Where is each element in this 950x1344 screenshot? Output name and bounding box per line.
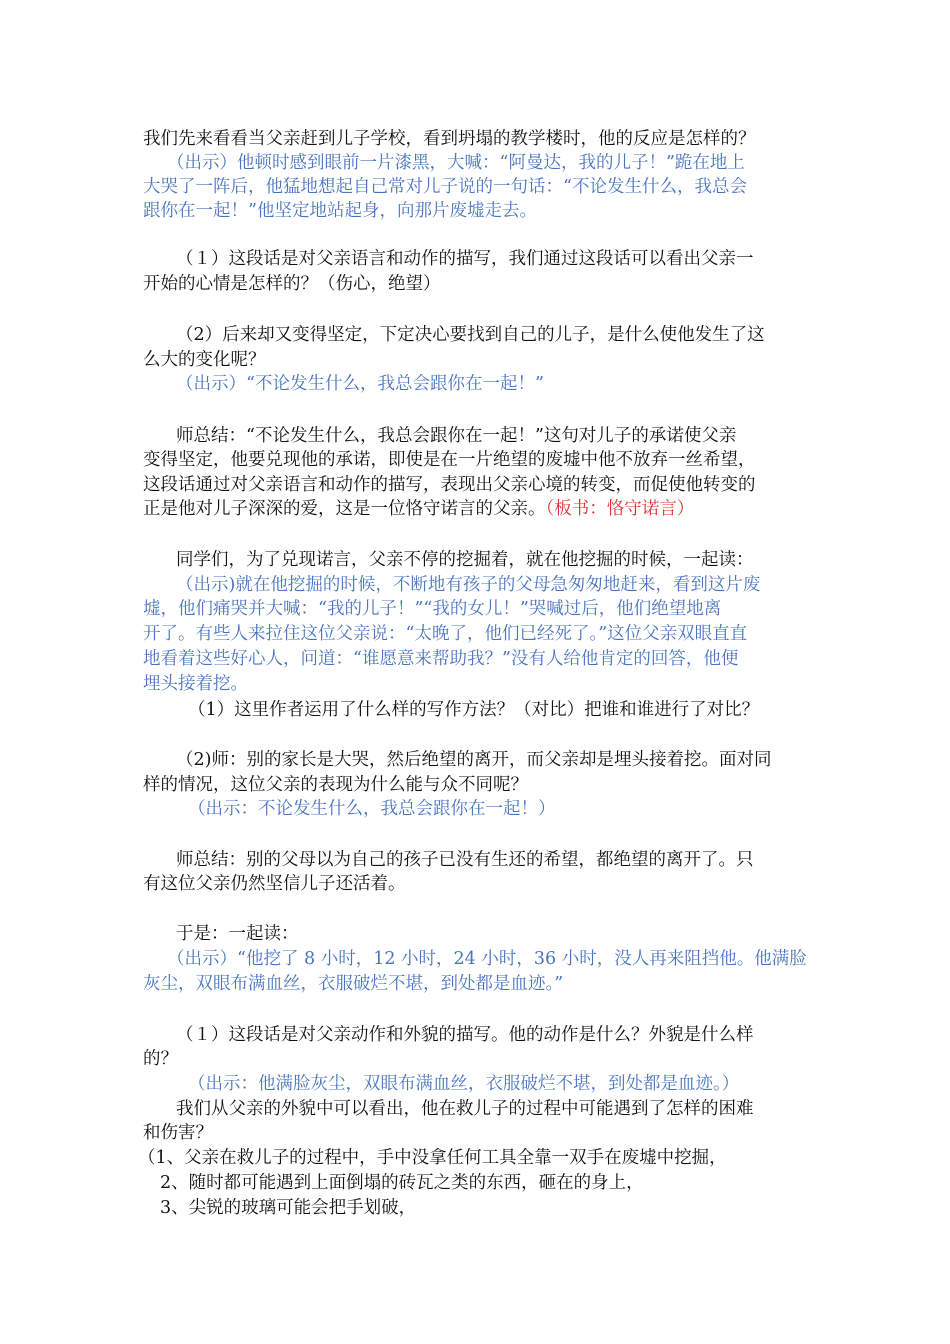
paragraph-line — [143, 497, 694, 521]
paragraph-line: （1）这里作者运用了什么样的写作方法？（对比）把谁和谁进行了对比？ — [188, 700, 760, 720]
paragraph-line: 有这位父亲仍然坚信儿子还活着。 — [143, 874, 406, 894]
paragraph-line: 和伤害？ — [143, 1123, 213, 1143]
paragraph-line: 灰尘，双眼布满血丝，衣服破烂不堪，到处都是血迹。” — [143, 974, 564, 994]
paragraph-line: 变得坚定，他要兑现他的承诺，即使是在一片绝望的废墟中他不放弃一丝希望， — [143, 450, 756, 470]
line-text: 正是他对儿子深深的爱，这是一位恪守诺言的父亲。 — [143, 499, 546, 519]
paragraph-line: 同学们，为了兑现诺言，父亲不停的挖掘着，就在他挖掘的时候，一起读： — [176, 550, 754, 570]
paragraph-line: （１）这段话是对父亲动作和外貌的描写。他的动作是什么？外貌是什么样 — [176, 1025, 754, 1045]
paragraph-line: 墟，他们痛哭并大喊：“我的儿子！”“我的女儿！”哭喊过后，他们绝望地离 — [143, 599, 722, 619]
paragraph-line: 埋头接着挖。 — [143, 674, 248, 694]
paragraph-line: 这段话通过对父亲语言和动作的描写，表现出父亲心境的转变，而促使他转变的 — [143, 475, 756, 495]
paragraph-line: 的？ — [143, 1049, 178, 1069]
paragraph-line: 地看着这些好心人，问道：“谁愿意来帮助我？”没有人给他肯定的回答，他便 — [143, 649, 739, 669]
list-item: 2、随时都可能遇到上面倒塌的砖瓦之类的东西，砸在的身上， — [160, 1173, 644, 1193]
paragraph-line: 我们从父亲的外貌中可以看出，他在救儿子的过程中可能遇到了怎样的困难 — [176, 1099, 754, 1119]
paragraph-line: 跟你在一起！”他坚定地站起身，向那片废墟走去。 — [143, 201, 537, 221]
paragraph-line: （出示：他满脸灰尘，双眼布满血丝，衣服破烂不堪，到处都是血迹。） — [188, 1074, 740, 1094]
board-note: （板书：恪守诺言） — [545, 499, 695, 519]
paragraph-line: （出示）“他挖了 8 小时，12 小时，24 小时，36 小时，没人再来阻挡他。他满脸 — [167, 949, 807, 969]
paragraph-line: 于是：一起读： — [176, 924, 299, 944]
list-item: （1、父亲在救儿子的过程中，手中没拿任何工具全靠一双手在废墟中挖掘， — [138, 1148, 727, 1168]
paragraph-line: （出示)就在他挖掘的时候，不断地有孩子的父母急匆匆地赶来，看到这片废 — [176, 575, 761, 595]
paragraph-line: （１）这段话是对父亲语言和动作的描写，我们通过这段话可以看出父亲一 — [176, 249, 754, 269]
paragraph-line: （2)师：别的家长是大哭，然后绝望的离开，而父亲却是埋头接着挖。面对同 — [176, 750, 772, 770]
paragraph-line: 样的情况，这位父亲的表现为什么能与众不同呢？ — [143, 775, 528, 795]
paragraph-line: （出示）他顿时感到眼前一片漆黑，大喊：“阿曼达，我的儿子！”跪在地上 — [167, 153, 745, 173]
paragraph-line: 我们先来看看当父亲赶到儿子学校，看到坍塌的教学楼时，他的反应是怎样的？ — [143, 129, 756, 149]
paragraph-line: 大哭了一阵后，他猛地想起自己常对儿子说的一句话：“不论发生什么，我总会 — [143, 177, 747, 197]
paragraph-line: （出示）“不论发生什么，我总会跟你在一起！” — [176, 374, 544, 394]
paragraph-line: 么大的变化呢？ — [143, 350, 266, 370]
paragraph-line: （出示：不论发生什么，我总会跟你在一起！） — [188, 799, 556, 819]
paragraph-line: 师总结：“不论发生什么，我总会跟你在一起！”这句对儿子的承诺使父亲 — [176, 426, 737, 446]
paragraph-line: 开始的心情是怎样的？（伤心，绝望） — [143, 274, 441, 294]
paragraph-line: 开了。有些人来拉住这位父亲说：“太晚了，他们已经死了。”这位父亲双眼直直 — [143, 624, 748, 644]
list-item: 3、尖锐的玻璃可能会把手划破， — [160, 1198, 417, 1218]
paragraph-line: （2）后来却又变得坚定，下定决心要找到自己的儿子，是什么使他发生了这 — [176, 325, 765, 345]
paragraph-line: 师总结：别的父母以为自己的孩子已没有生还的希望，都绝望的离开了。只 — [176, 850, 754, 870]
